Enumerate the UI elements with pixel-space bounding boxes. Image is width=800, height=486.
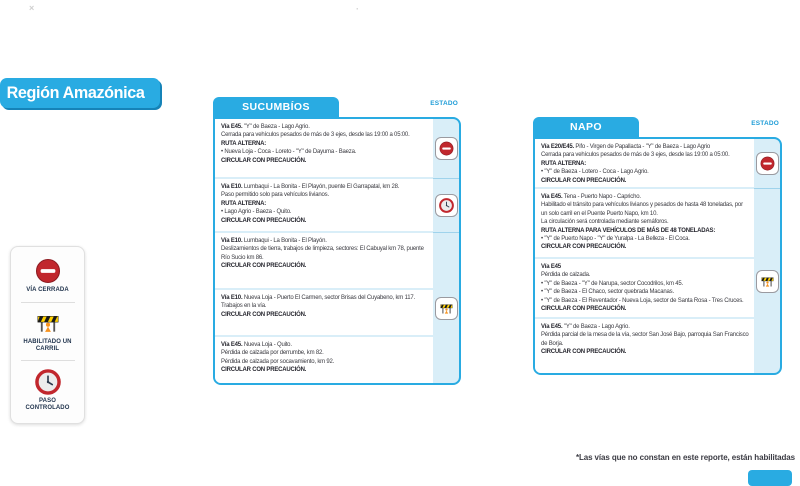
region-banner [0,78,160,108]
road-entry-line: CIRCULAR CON PRECAUCIÓN. [221,263,307,270]
panel-body [213,117,461,385]
road-entry-line: Vía E45. "Y" de Baeza - Lago Agrio. [221,124,310,130]
road-entry [215,233,433,290]
panel-title: NAPO [570,121,602,133]
road-entry-line: CIRCULAR CON PRECAUCIÓN. [221,217,307,224]
status-legend [10,246,85,424]
road-entry-line: CIRCULAR CON PRECAUCIÓN. [541,177,627,184]
via-cerrada-icon [35,258,61,284]
estado-cell [754,189,780,373]
road-entry-line: Vía E10. Nueva Loja - Puerto El Carmen, sector Brisas del Cuyabeno, km 117. [221,295,415,301]
road-entry-line: • Nueva Loja - Coca - Loreto - "Y" de Dayuma - Baeza. [221,148,429,156]
legend-label: PASO CONTROLADO [25,397,70,411]
estado-cell [433,233,459,383]
road-entry-line: Vía E45. Nueva Loja - Quito. [221,342,292,348]
habilitado-un-carril-icon [35,310,61,336]
road-entry-line: • "Y" de Baeza - El Chaco, sector quebrada Macanas. [541,288,750,296]
road-entry [535,139,754,189]
status-badge [756,270,779,293]
habilitado-un-carril-icon [760,274,775,289]
road-entry-line: Deslizamientos de tierra, trabajos de limpieza, sectores: El Cabuyal km 78, puente Río Sucio km 86. [221,246,424,261]
status-badge [435,137,458,160]
road-entry [215,179,433,233]
road-entry [215,290,433,337]
road-entry [535,319,754,373]
road-entry-line: Vía E45. "Y" de Baeza - Lago Agrio. [541,324,630,330]
estado-column [754,139,780,373]
road-entry-line: Cerrada para vehículos pesados de más de 3 ejes, desde las 19:00 a 05:00. [221,132,410,139]
legend-divider [21,360,75,361]
road-entry-line: Pérdida de calzada por derrumbe, km 82. [221,350,324,357]
road-entry-line: Cerrada para vehículos pesados de más de 3 ejes, desde las 19:00 a 05:00. [541,152,730,159]
road-entry-line: • Lago Agrio - Baeza - Quito. [221,208,429,216]
road-entry-line: RUTA ALTERNA PARA VEHÍCULOS DE MÁS DE 48 TONELADAS: [541,227,716,234]
road-entry-line: • "Y" de Baeza - "Y" de Narupa, sector Cocodrilos, km 45. [541,280,750,288]
road-entry-line: RUTA ALTERNA: [541,160,587,167]
road-entry-line: Vía E10. Lumbaqui - La Bonita - El Playón. [221,238,327,244]
road-entry-line: • "Y" de Puerto Napo - "Y" de Yuralpa - La Belleza - El Coca. [541,235,750,243]
road-entry-line: CIRCULAR CON PRECAUCIÓN. [221,157,307,164]
road-entry [535,259,754,319]
road-entry-line: • "Y" de Baeza - Lotero - Coca - Lago Agrio. [541,168,750,176]
estado-cell [754,139,780,189]
road-entries [535,139,754,373]
partial-badge [748,470,792,486]
status-badge [435,297,458,320]
road-entry-line: CIRCULAR CON PRECAUCIÓN. [541,244,627,251]
status-badge [435,194,458,217]
panel-tab-napo [533,117,639,137]
estado-column-label: ESTADO [430,100,458,107]
legend-item-paso-controlado [19,369,77,412]
panel-title: SUCUMBÍOS [242,101,310,113]
road-entry-line: CIRCULAR CON PRECAUCIÓN. [541,306,627,313]
road-entry-line: Trabajos en la vía. [221,303,267,310]
via-cerrada-icon [760,156,775,171]
legend-label: VÍA CERRADA [26,287,69,294]
legend-item-habilitado-un-carril [19,310,77,353]
panel-tab-sucumbios [213,97,339,117]
estado-cell [433,179,459,233]
paso-controlado-icon [439,198,454,213]
road-entry [215,337,433,383]
road-entry-line: CIRCULAR CON PRECAUCIÓN. [541,349,627,356]
road-entry-line: Vía E45 [541,264,561,270]
road-entry-line: La circulación será controlada mediante semáforos. [541,219,669,226]
paso-controlado-icon [35,369,61,395]
road-entries [215,119,433,383]
road-entry-line: Vía E10. Lumbaqui - La Bonita - El Playón, puente El Garrapatal, km 28. [221,184,400,190]
road-entry [215,119,433,179]
page-artifact-mark: × [29,3,35,13]
paso-controlado-icon [35,369,61,395]
province-panel-sucumbios [213,97,461,385]
road-entry-line: RUTA ALTERNA: [221,200,267,207]
panel-body [533,137,782,375]
estado-column-label: ESTADO [751,120,779,127]
road-entry-line: Pérdida de calzada. [541,272,591,279]
road-entry-line: • "Y" de Baeza - El Reventador - Nueva Loja, sector de Santa Rosa - Tres Cruces. [541,297,750,305]
road-entry-line: Paso permitido solo para vehículos livianos. [221,192,329,199]
estado-column [433,119,459,383]
road-entry [535,189,754,259]
via-cerrada-icon [439,141,454,156]
habilitado-un-carril-icon [35,310,61,336]
footnote: *Las vías que no constan en este reporte, están habilitadas [575,453,795,462]
habilitado-un-carril-icon [439,301,454,316]
province-panel-napo [533,117,782,375]
road-entry-line: CIRCULAR CON PRECAUCIÓN. [221,311,307,318]
estado-cell [433,119,459,179]
legend-divider [21,302,75,303]
road-entry-line: Pérdida de calzada por socavamiento, km 92. [221,358,335,365]
road-entry-line: Habilitado el tránsito para vehículos livianos y pesados de hasta 48 toneladas, por un solo carril en el Puente Puerto Napo, km 10. [541,202,743,217]
road-entry-line: Vía E20/E45. Pifo - Virgen de Papallacta - "Y" de Baeza - Lago Agrio [541,144,711,150]
via-cerrada-icon [35,258,61,284]
page-artifact-mark: · [356,4,359,14]
road-entry-line: CIRCULAR CON PRECAUCIÓN. [221,367,307,374]
legend-label: HABILITADO UN CARRIL [23,338,72,352]
legend-item-via-cerrada [19,258,77,294]
region-banner-title: Región Amazónica [6,83,145,102]
road-entry-line: Vía E45. Tena - Puerto Napo - Capricho. [541,194,641,200]
status-badge [756,152,779,175]
road-entry-line: Pérdida parcial de la mesa de la vía, sector San José Bajo, parroquia San Francisco de Borja. [541,332,749,347]
road-entry-line: RUTA ALTERNA: [221,140,267,147]
